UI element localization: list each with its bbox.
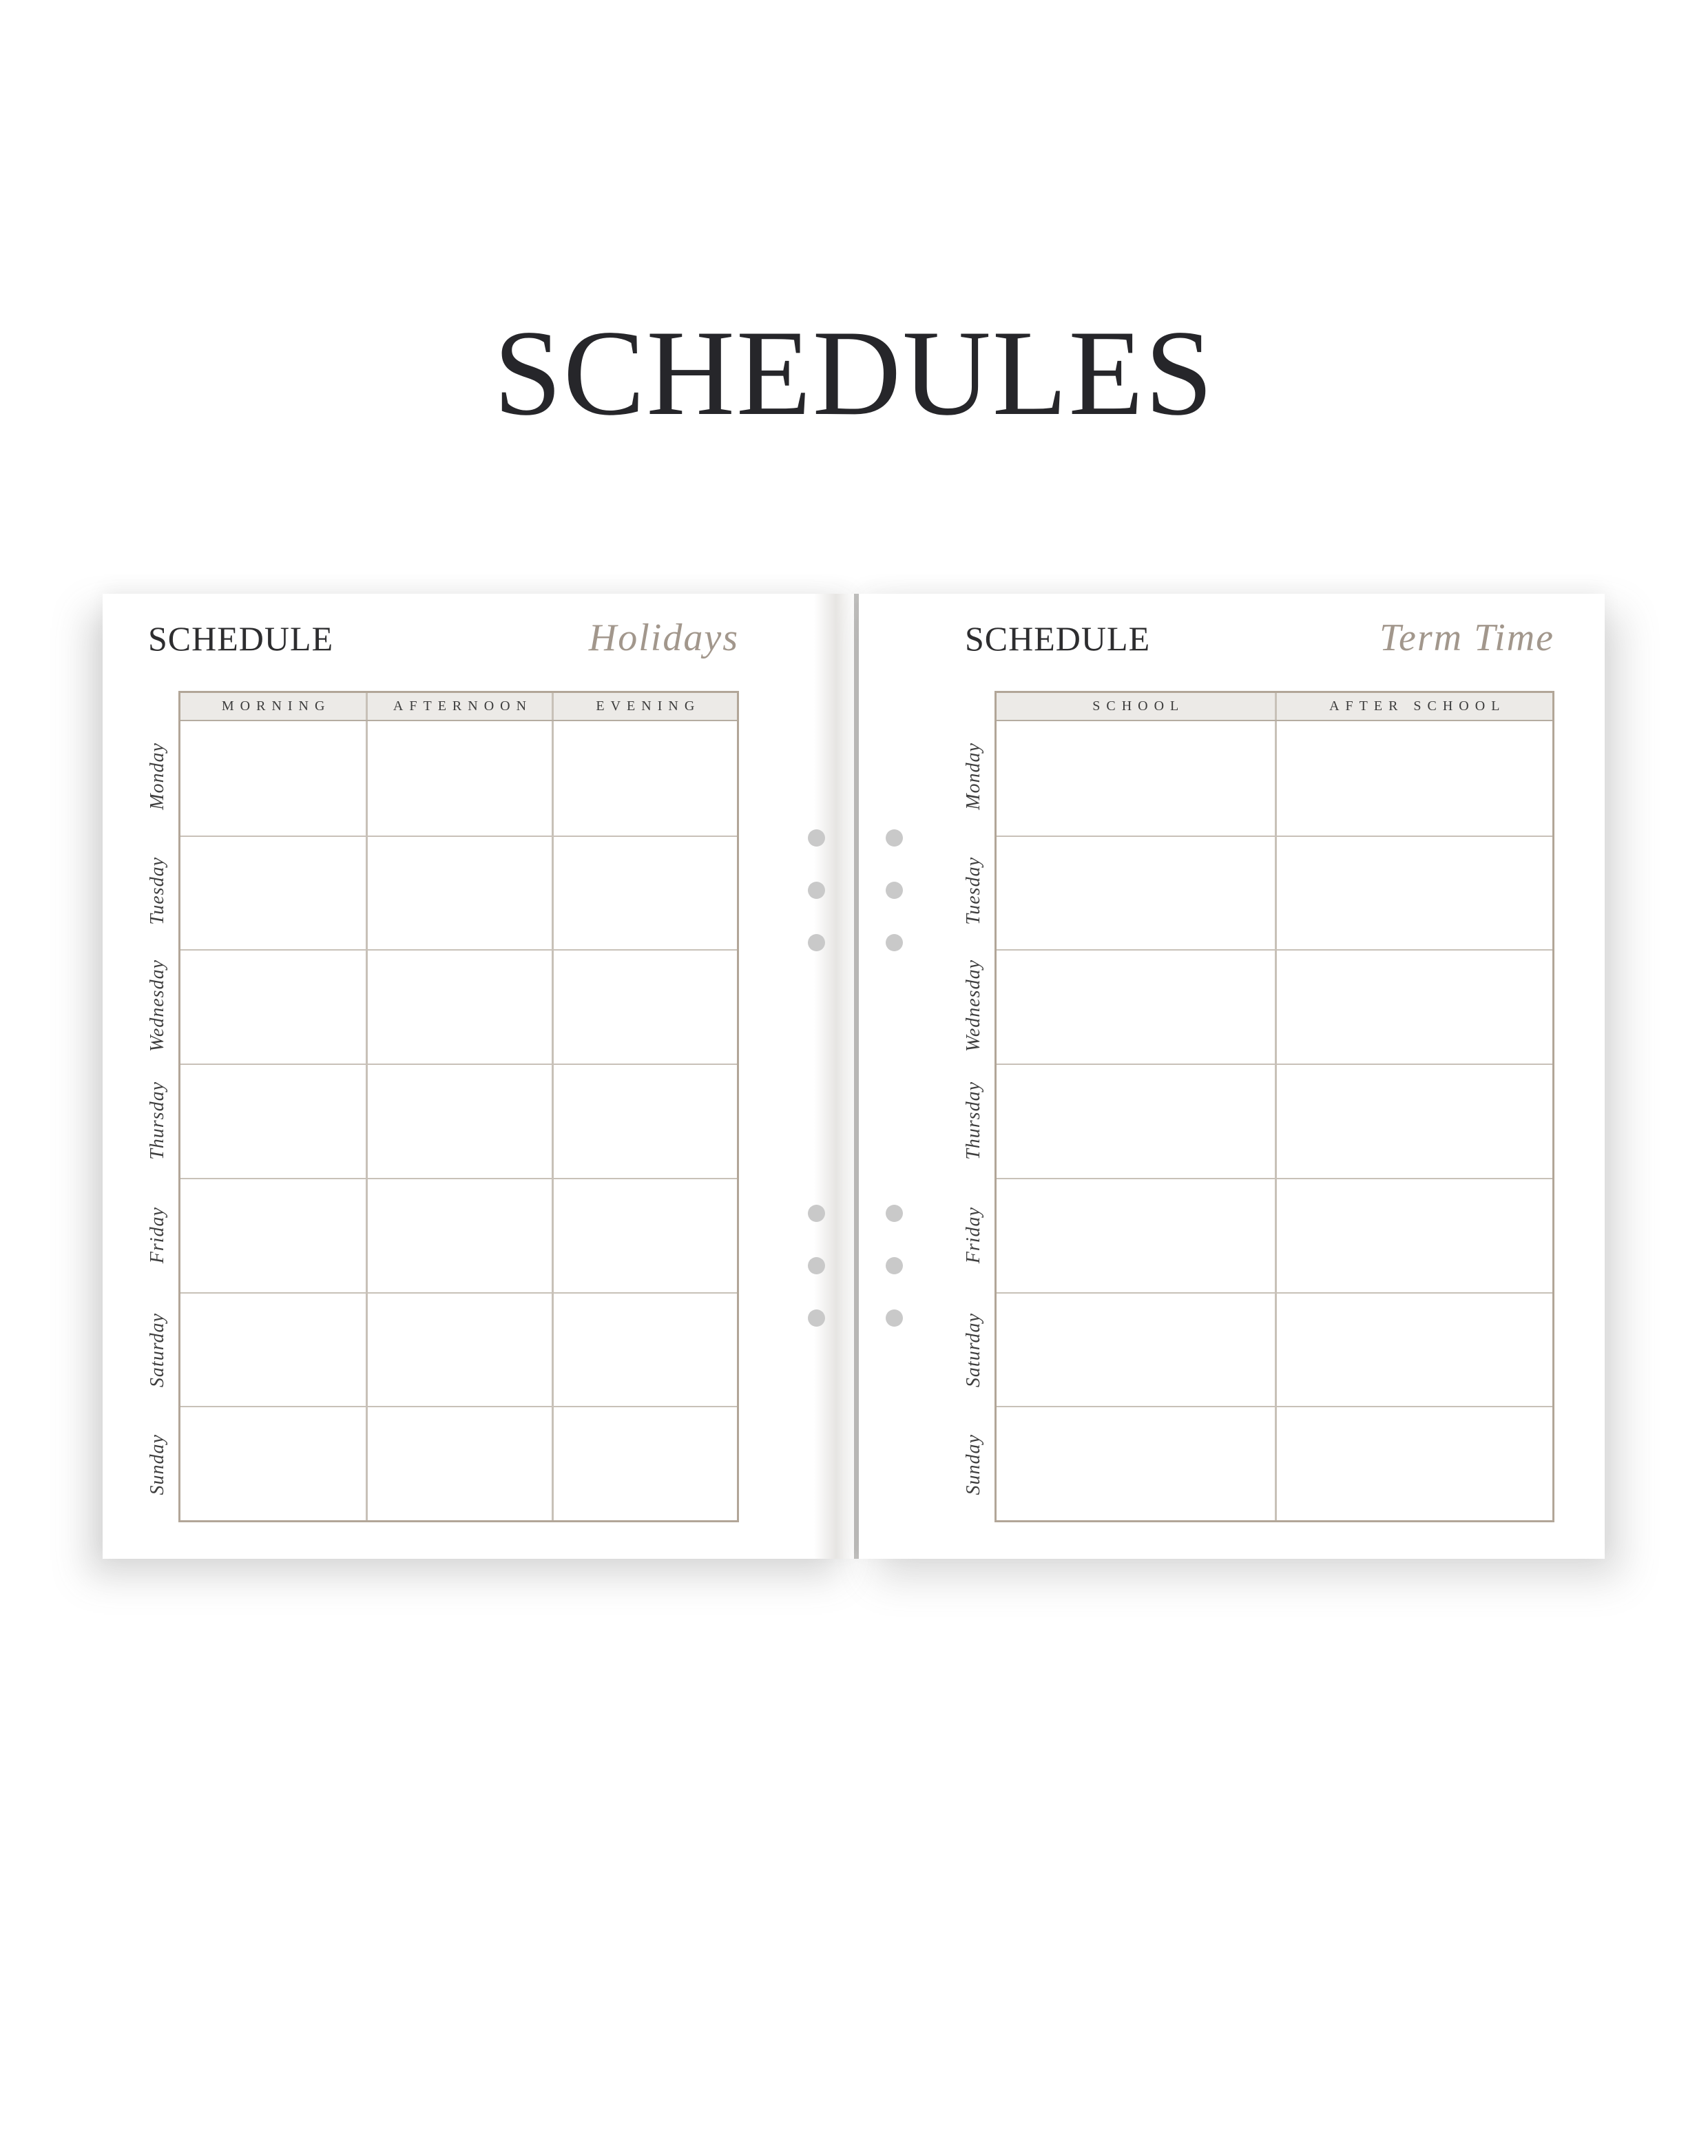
day-label-monday: Monday [963,743,984,811]
schedule-cell [552,721,737,836]
schedule-cell [1275,1294,1553,1407]
schedule-cell [366,1294,551,1407]
binder-hole [886,934,903,951]
schedule-cell [366,951,551,1064]
table-row [997,1292,1552,1407]
page-header [148,616,739,660]
planner-spread [103,594,1605,1559]
day-label-wednesday: Wednesday [147,960,168,1053]
page-subtitle: Holidays [588,616,739,659]
table-row [997,836,1552,950]
page-subtitle: Term Time [1379,616,1554,659]
binder-hole [808,882,825,899]
binder-hole [886,1309,903,1327]
column-header-school: SCHOOL [1092,698,1185,714]
column-header-morning: MORNING [221,698,331,714]
schedule-cell [997,1065,1275,1178]
binder-hole [808,829,825,847]
day-label-monday: Monday [147,743,168,811]
page-heading: SCHEDULE [148,619,334,658]
day-label-friday: Friday [963,1207,984,1264]
table-row [997,949,1552,1064]
column-header-evening: EVENING [552,693,737,720]
schedule-table-term-time [994,691,1554,1522]
table-row [180,1064,737,1178]
schedule-cell [366,837,551,950]
schedule-cell [366,1407,551,1520]
table-row [997,1406,1552,1520]
schedule-cell [997,1179,1275,1292]
binder-hole [808,1205,825,1222]
table-row [180,949,737,1064]
binder-hole [886,1205,903,1222]
binder-hole [808,1309,825,1327]
schedule-cell [180,951,366,1064]
table-body [997,721,1552,1520]
column-header-afternoon: AFTERNOON [366,693,551,720]
schedule-cell [366,721,551,836]
table-header-row [997,693,1552,721]
table-row [180,836,737,950]
schedule-cell [552,1065,737,1178]
binder-hole [808,934,825,951]
schedule-cell [1275,1179,1553,1292]
schedule-cell [1275,837,1553,950]
schedule-cell [180,1407,366,1520]
schedule-cell [1275,1065,1553,1178]
page-heading: SCHEDULE [965,619,1151,658]
day-label-tuesday: Tuesday [963,857,984,926]
schedule-cell [552,1179,737,1292]
day-label-friday: Friday [147,1207,168,1264]
planner-page-holidays [103,594,854,1559]
table-body [180,721,737,1520]
page-header [965,616,1554,660]
schedule-cell [366,1065,551,1178]
day-label-thursday: Thursday [963,1081,984,1160]
day-label-tuesday: Tuesday [147,857,168,926]
schedule-cell [997,1407,1275,1520]
day-label-sunday: Sunday [963,1434,984,1495]
column-header-after-school: AFTER SCHOOL [1275,693,1553,720]
table-row [997,721,1552,836]
schedule-cell [366,1179,551,1292]
day-label-sunday: Sunday [147,1434,168,1495]
schedule-cell [180,1065,366,1178]
schedule-cell [180,1294,366,1407]
table-header-row [180,693,737,721]
schedule-cell [552,837,737,950]
table-row [997,1178,1552,1292]
schedule-cell [1275,721,1553,836]
binder-hole [886,882,903,899]
page-gutter-divider [854,594,859,1559]
day-label-saturday: Saturday [147,1313,168,1388]
schedule-cell [180,721,366,836]
schedule-cell [180,1179,366,1292]
schedule-cell [997,951,1275,1064]
schedule-cell [1275,951,1553,1064]
schedule-cell [552,1407,737,1520]
schedule-cell [997,1294,1275,1407]
schedule-cell [180,837,366,950]
table-row [180,1406,737,1520]
day-label-saturday: Saturday [963,1313,984,1388]
binder-hole [808,1257,825,1274]
page-title: SCHEDULES [493,304,1215,441]
schedule-cell [997,721,1275,836]
schedule-cell [552,951,737,1064]
binder-hole [886,829,903,847]
table-row [180,1178,737,1292]
table-row [180,721,737,836]
day-label-thursday: Thursday [147,1081,168,1160]
day-label-column [919,719,994,1522]
binder-hole [886,1257,903,1274]
day-label-wednesday: Wednesday [963,960,984,1053]
schedule-table-holidays [178,691,739,1522]
schedule-cell [1275,1407,1553,1520]
page-curl-shadow [814,594,854,1559]
day-label-column [103,719,178,1522]
planner-page-term-time [859,594,1605,1559]
schedule-cell [997,837,1275,950]
table-row [997,1064,1552,1178]
table-row [180,1292,737,1407]
schedule-cell [552,1294,737,1407]
